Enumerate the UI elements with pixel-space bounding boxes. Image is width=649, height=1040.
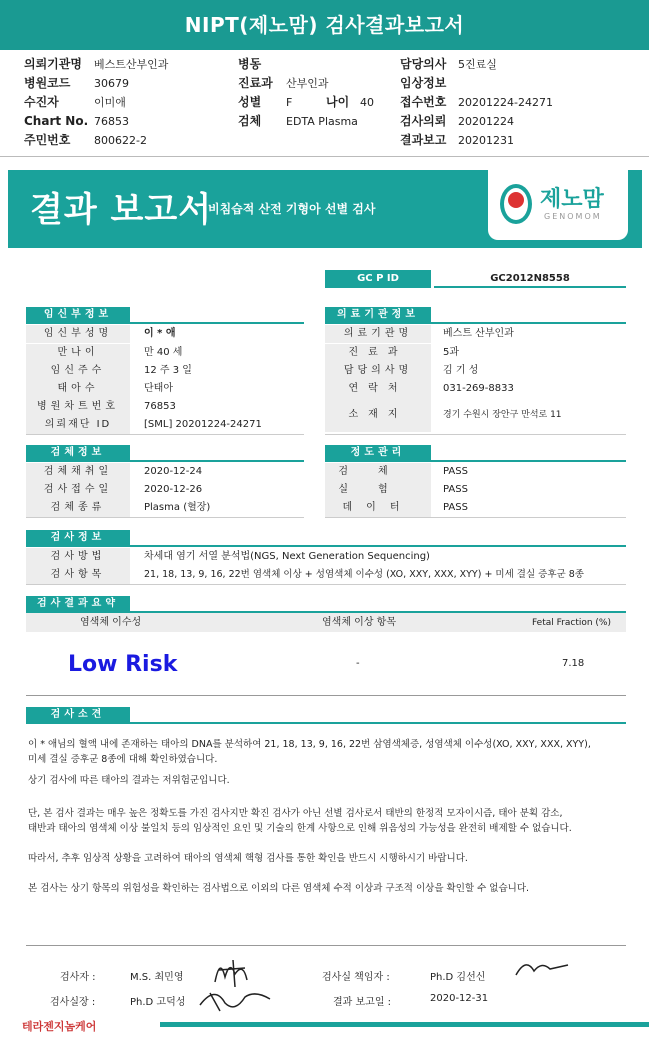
- genomom-logo: 제노맘 GENOMOM: [488, 170, 628, 240]
- summary-col-abnormal-items: 염색체 이상 항목: [322, 617, 396, 628]
- pregnancy-row: 임신부성명 이 * 애: [26, 325, 304, 343]
- pregnancy-row: 태아수 단태아: [26, 380, 304, 398]
- section-pregnancy: 임신부정보: [26, 307, 130, 323]
- tester-name: M.S. 최민영: [130, 972, 184, 983]
- section-rule: [26, 722, 626, 724]
- banner-subtitle: 비침습적 산전 기형아 선별 검사: [208, 202, 376, 216]
- section-specimen: 검체정보: [26, 445, 130, 461]
- table-rule: [26, 517, 304, 518]
- findings-paragraph: 본 검사는 상기 항목의 위험성을 확인하는 검사법으로 이외의 다른 염색체 수적 이상과 구조적 이상을 확인할 수 없습니다.: [28, 883, 530, 894]
- institution-row: 연락처 031-269-8833: [325, 380, 626, 398]
- banner-title: 결과 보고서: [30, 190, 213, 230]
- lab-head-signature: [195, 985, 275, 1017]
- findings-paragraph: 상기 검사에 따른 태아의 결과는 저위험군입니다.: [28, 775, 230, 786]
- result-fetal-fraction: 7.18: [562, 658, 585, 669]
- footer-bar: [160, 1022, 649, 1027]
- findings-paragraph: 단, 본 검사 결과는 매우 높은 정확도를 가진 검사지만 확진 검사가 아닌 선별 검사로서 태반의 한정적 모자이시즘, 태아 분획 감소, 태반과 태아의 염색체 이상 불일치 등의 임상적인 요인 및 기술의 한계 사항으로 인해 위음성의 가능성을 완전히 배제할 수 없습니다.: [28, 808, 572, 834]
- lab-resp-name: Ph.D 김선신: [430, 972, 486, 983]
- header-divider: [0, 156, 649, 157]
- section-institution: 의료기관정보: [325, 307, 431, 323]
- logo-dot-icon: [508, 192, 524, 208]
- result-banner: [8, 170, 642, 248]
- findings-paragraph: 이 * 애님의 혈액 내에 존재하는 태아의 DNA를 분석하여 21, 18, 13, 9, 16, 22번 삼염색체증, 성염색체 이수성(XO, XXY, XXX, XYY), 미세 결실 증후군 8종에 대해 확인하였습니다.: [28, 739, 591, 765]
- section-summary: 검사결과요약: [26, 596, 130, 612]
- table-rule: [26, 584, 626, 585]
- specimen-row: 검체채취일 2020-12-24: [26, 463, 304, 481]
- table-rule: [26, 434, 304, 435]
- section-rule: [26, 460, 304, 462]
- result-risk: Low Risk: [68, 652, 178, 677]
- report-date-label: 결과 보고일 :: [333, 997, 392, 1008]
- findings-paragraph: 따라서, 추후 임상적 상황을 고려하여 태아의 염색체 핵형 검사를 통한 확인을 반드시 시행하시기 바랍니다.: [28, 853, 468, 864]
- institution-row: 소재지 경기 수원시 장안구 만석로 11: [325, 398, 626, 432]
- specimen-row: 검사접수일 2020-12-26: [26, 481, 304, 499]
- qc-row: 실험 PASS: [325, 481, 626, 499]
- tester-label: 검사자 :: [60, 972, 96, 983]
- institution-row: 담당의사명 김 기 성: [325, 362, 626, 380]
- lab-head-label: 검사실장 :: [50, 997, 96, 1008]
- test-row: 검사항목 21, 18, 13, 9, 16, 22번 염색체 이상 + 성염색체 이수성 (XO, XXY, XXX, XYY) + 미세 결실 증후군 8종: [26, 566, 626, 584]
- institution-row: 의료기관명 베스트 산부인과: [325, 325, 626, 343]
- section-test: 검사정보: [26, 530, 130, 546]
- pregnancy-row: 만나이 만 40 세: [26, 344, 304, 362]
- header-left: 의뢰기관명 베스트산부인과 병원코드 30679 수진자 이미애 Chart No. 76853 주민번호 800622-2: [24, 57, 169, 147]
- section-rule: [26, 322, 304, 324]
- company-logo: 테라젠지놈케어: [22, 1020, 97, 1033]
- section-rule: [325, 460, 626, 462]
- gcp-id-label: GC P ID: [325, 270, 431, 288]
- section-rule: [26, 545, 626, 547]
- pregnancy-row: 병원차트번호 76853: [26, 398, 304, 416]
- section-findings: 검사소견: [26, 707, 130, 723]
- report-title: NIPT(제노맘) 검사결과보고서: [0, 0, 649, 50]
- pregnancy-row: 의뢰재단 ID [SML] 20201224-24271: [26, 416, 304, 434]
- table-rule: [26, 695, 626, 696]
- header-mid: 병동 진료과 산부인과 성별 F 나이 40 검체 EDTA Plasma: [238, 57, 374, 128]
- report-date: 2020-12-31: [430, 993, 489, 1004]
- lab-resp-label: 검사실 책임자 :: [322, 972, 390, 983]
- qc-row: 검체 PASS: [325, 463, 626, 481]
- header-right: 담당의사 5진료실 임상정보 접수번호 20201224-24271 검사의뢰 20201224 결과보고 20201231: [400, 57, 553, 147]
- signature-divider: [26, 945, 626, 946]
- summary-col-fetal-fraction: Fetal Fraction (%): [532, 618, 611, 628]
- summary-col-aneuploidy: 염색체 이수성: [80, 617, 142, 628]
- section-qc: 정도관리: [325, 445, 431, 461]
- institution-row: 진료과 5과: [325, 344, 626, 362]
- pregnancy-row: 임신주수 12 주 3 일: [26, 362, 304, 380]
- result-abnormal-item: -: [356, 658, 360, 669]
- section-rule: [325, 322, 626, 324]
- lab-head-name: Ph.D 고덕성: [130, 997, 186, 1008]
- gcp-id-value: GC2012N8558: [434, 270, 626, 288]
- test-row: 검사방법 차세대 염기 서열 분석법(NGS, Next Generation Sequencing): [26, 548, 626, 566]
- lab-resp-signature: [512, 955, 572, 981]
- table-rule: [325, 517, 626, 518]
- qc-row: 데이터 PASS: [325, 499, 626, 517]
- specimen-row: 검체종류 Plasma (혈장): [26, 499, 304, 517]
- table-rule: [325, 434, 626, 435]
